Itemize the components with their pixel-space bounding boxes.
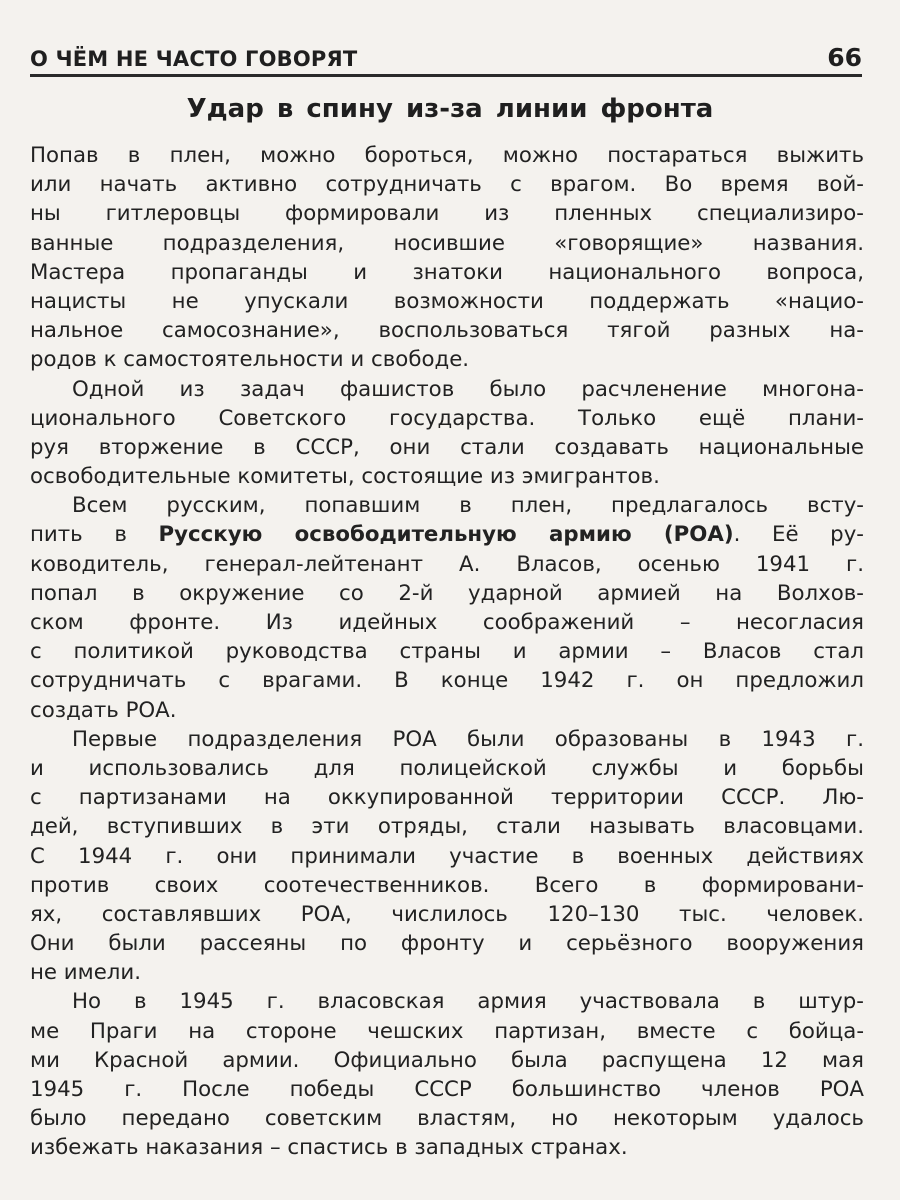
body-line: дей, вступивших в эти отряды, стали называть власовцами. (30, 814, 864, 840)
body-line: не имели. (30, 960, 142, 986)
body-line: сотрудничать с врагами. В конце 1942 г. он предложил (30, 668, 864, 694)
body-line: ванные подразделения, носившие «говорящие» названия. (30, 230, 864, 256)
running-header (30, 38, 862, 77)
body-text-fragment: пить в (30, 522, 159, 548)
page-number: 66 (827, 43, 862, 72)
body-line: ском фронте. Из идейных соображений – несогласия (30, 610, 864, 635)
running-title: О ЧЁМ НЕ ЧАСТО ГОВОРЯТ (30, 47, 358, 71)
body-line: Одной из задач фашистов было расчленение многона- (72, 376, 864, 402)
body-line: Мастера пропаганды и знатоки национального вопроса, (30, 259, 864, 285)
body-line: руя вторжение в СССР, они стали создавать национальные (30, 434, 864, 460)
body-line: избежать наказания – спастись в западных странах. (30, 1135, 628, 1161)
body-line: нацисты не упускали возможности поддержать «нацио- (30, 288, 864, 314)
body-line: Попав в плен, можно бороться, можно постараться выжить (30, 143, 864, 168)
body-line: попал в окружение со 2-й ударной армией на Волхов- (30, 580, 864, 606)
body-line: или начать активно сотрудничать с врагом. Во время вой- (30, 172, 864, 198)
article-body (30, 141, 864, 1163)
body-line: Всем русским, попавшим в плен, предлагалось всту- (72, 493, 864, 519)
body-line: создать РОА. (30, 697, 177, 723)
body-line: ме Праги на стороне чешских партизан, вместе с бойца- (30, 1018, 864, 1044)
body-line: Первые подразделения РОА были образованы в 1943 г. (72, 726, 864, 752)
body-line: ях, составлявших РОА, числилось 120–130 тыс. человек. (30, 901, 864, 927)
body-line: родов к самостоятельности и свободе. (30, 347, 470, 373)
body-line: с политикой руководства страны и армии – Власов стал (30, 639, 864, 665)
highlighted-term: Русскую освободительную армию (РОА) (158, 522, 734, 548)
body-line: ководитель, генерал-лейтенант А. Власов, осенью 1941 г. (30, 551, 864, 577)
body-line: Но в 1945 г. власовская армия участвовала в штур- (72, 989, 864, 1015)
body-line: 1945 г. После победы СССР большинство членов РОА (30, 1077, 864, 1102)
body-line: ны гитлеровцы формировали из пленных специализиро- (30, 201, 864, 227)
body-line: нальное самосознание», воспользоваться тягой разных на- (30, 318, 864, 344)
body-line: было передано советским властям, но некоторым удалось (30, 1106, 864, 1132)
body-line: и использовались для полицейской службы и борьбы (30, 755, 864, 781)
body-line: против своих соотечественников. Всего в формировани- (30, 872, 864, 898)
body-line: Они были рассеяны по фронту и серьёзного вооружения (30, 931, 864, 957)
body-line: ми Красной армии. Официально была распущена 12 мая (30, 1047, 864, 1073)
body-text-fragment: . Её ру- (733, 522, 864, 548)
body-line: освободительные комитеты, состоящие из эмигрантов. (30, 464, 660, 490)
body-line: ционального Советского государства. Только ещё плани- (30, 405, 864, 431)
article-title: Удар в спину из-за линии фронта (186, 94, 714, 124)
body-line: С 1944 г. они принимали участие в военных действиях (30, 843, 864, 869)
body-line-with-term (30, 520, 864, 549)
body-line: с партизанами на оккупированной территории СССР. Лю- (30, 785, 864, 811)
